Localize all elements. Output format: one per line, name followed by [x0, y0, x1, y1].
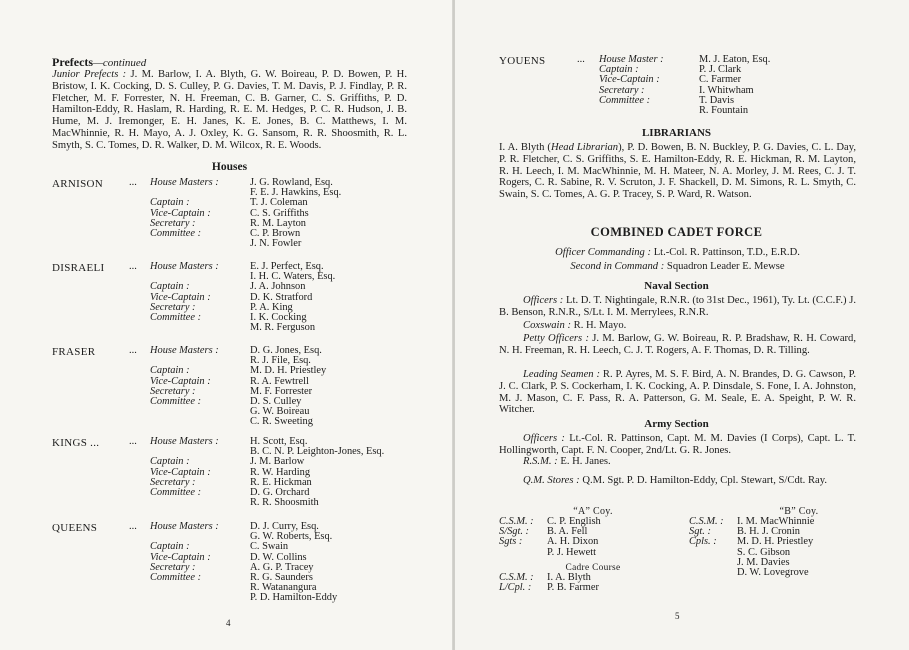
role-label: Secretary :: [150, 385, 196, 397]
leading-seamen-label: Leading Seamen :: [523, 369, 600, 380]
sic-value: Squadron Leader E. Mewse: [666, 261, 785, 272]
librarians-names: ), P. D. Bowen, B. N. Buckley, P. G. Davies, C. L. Day, P. R. Fletcher, C. S. Griffiths, S. E. Hamilton-Eddy, R. E. Hickman, R. M. Layton, R. H. Leech, I. M. MacWhinnie, M. H. Mateer, N. A. Morley, J. M. Rees, C. J. T. Rogers, C. R. Sabine, R. V. Scruton, J. F. Shackell, D. M. Simons, R. L. Smyth, C. Swain, S. C. Tomes, A. G. P. Tracey, S. P. Ward, R. Watson.: [499, 142, 856, 201]
rank-label: C.S.M. :: [499, 571, 534, 583]
prefects-continued: —continued: [93, 57, 147, 69]
coxswain: [523, 320, 880, 332]
role-label: Secretary :: [150, 301, 196, 313]
petty-officers-label: Petty Officers :: [523, 333, 589, 344]
role-label: Vice-Captain :: [150, 466, 211, 478]
member-name: R. Fountain: [699, 104, 749, 116]
house-people: [699, 55, 819, 116]
member-name: M. R. Ferguson: [250, 322, 316, 334]
rank-label: C.S.M. :: [499, 516, 534, 527]
role-label: Vice-Captain :: [150, 291, 211, 303]
member-name: B. C. N. P. Leighton-Jones, Esq.: [250, 446, 385, 458]
role-label: Committee :: [150, 486, 202, 498]
a-company-title: “A” Coy.: [573, 506, 613, 517]
rank-label: L/Cpl. :: [499, 581, 532, 593]
army-officers: [499, 433, 856, 457]
sic-label: Second in Command :: [570, 261, 665, 272]
role-label: Committee :: [150, 571, 202, 583]
role-label: House Masters :: [150, 261, 219, 272]
member-name: P. A. King: [250, 301, 293, 313]
role-label: Captain :: [150, 197, 190, 209]
house-roles: [150, 522, 250, 604]
member-name: A. G. P. Tracey: [250, 561, 314, 573]
member-name: R. A. Fewtrell: [250, 375, 309, 387]
role-label: [150, 498, 250, 508]
qm-stores-names: Q.M. Sgt. P. D. Hamilton-Eddy, Cpl. Stewart, S/Cdt. Ray.: [582, 475, 828, 486]
member-name: J. G. Rowland, Esq.: [250, 177, 333, 188]
role-label: Secretary :: [150, 476, 196, 488]
member-name: C. Farmer: [699, 74, 742, 86]
house-name: DISRAELI: [52, 262, 105, 274]
house-dots: ...: [129, 177, 137, 188]
house-people: [250, 522, 425, 604]
cadet-name: I. M. MacWhinnie: [737, 516, 815, 527]
roster-row: [499, 548, 649, 558]
army-section-title: Army Section: [644, 418, 709, 430]
house-people: [250, 346, 425, 428]
role-label: [150, 239, 250, 249]
role-label: Committee :: [150, 395, 202, 407]
member-name: D. J. Curry, Esq.: [250, 521, 319, 532]
army-officers-label: Officers :: [523, 433, 565, 444]
roster-row: [499, 583, 649, 593]
role-label: [150, 323, 250, 333]
member-name: M. J. Eaton, Esq.: [699, 54, 771, 65]
cadet-name: J. M. Davies: [737, 556, 790, 568]
cadet-name: I. A. Blyth: [547, 571, 591, 583]
cadet-name: M. D. H. Priestley: [737, 536, 814, 548]
member-name: J. A. Johnson: [250, 281, 306, 293]
member-name: C. Swain: [250, 541, 289, 553]
house-name: ARNISON: [52, 178, 103, 190]
member-name: E. J. Perfect, Esq.: [250, 261, 324, 272]
junior-prefects-names: J. M. Barlow, I. A. Blyth, G. W. Boireau, P. D. Bowen, P. H. Bristow, I. K. Cocking, D. S. Culley, P. G. Davies, T. M. Davis, P. J. Findlay, P. R. Fletcher, M. F. Forrester, N. H. Freeman, C. B. Garner, C. S. Griffiths, P. D. Hamilton-Eddy, R. Haslam, R. Harding, R. E. M. Hedges, P. C. R. Hudson, J. B. Hume, M. J. Iremonger, E. H. Janes, K. E. Jones, B. C. Matthews, I. M. MacWhinnie, R. H. Mayo, A. J. Oxley, K. G. Sansom, R. R. Shoosmith, R. L. Smyth, S. C. Tomes, D. R. Walker, D. M. Wilcox, R. E. Woods.: [52, 69, 407, 151]
petty-officers: [499, 333, 856, 357]
cadet-name: D. W. Lovegrove: [737, 566, 809, 578]
role-label: Vice-Captain :: [599, 74, 660, 86]
rsm-value: E. H. Janes.: [560, 456, 611, 467]
prefects-heading: [52, 55, 407, 70]
role-label: Vice-Captain :: [150, 551, 211, 563]
role-label: Vice-Captain :: [150, 207, 211, 219]
member-name: D. G. Orchard: [250, 486, 310, 498]
house-dots: ...: [129, 261, 137, 272]
librarians-title: LIBRARIANS: [641, 127, 712, 139]
rank-label: [689, 548, 737, 558]
naval-section-title: Naval Section: [644, 280, 709, 292]
rsm: [523, 456, 880, 468]
qm-stores-label: Q.M. Stores :: [523, 475, 580, 486]
member-name: R. J. File, Esq.: [250, 355, 311, 367]
prefects-title: Prefects: [52, 55, 94, 69]
roster-row: [689, 568, 859, 578]
houses-title: Houses: [211, 161, 248, 173]
member-name: I. H. C. Waters, Esq.: [250, 271, 336, 283]
cadet-name: S. C. Gibson: [737, 546, 791, 558]
member-name: D. W. Collins: [250, 551, 307, 563]
member-name: M. D. H. Priestley: [250, 365, 327, 377]
member-name: R. M. Layton: [250, 217, 306, 229]
role-label: Captain :: [150, 365, 190, 377]
role-label: Captain :: [150, 281, 190, 293]
member-name: I. Whitwham: [699, 84, 754, 96]
member-name: R. E. Hickman: [250, 476, 312, 488]
cadet-name: P. J. Hewett: [547, 546, 597, 558]
member-name: D. S. Culley: [250, 395, 302, 407]
member-name: I. K. Cocking: [250, 311, 307, 323]
coxswain-label: Coxswain :: [523, 320, 571, 331]
member-name: R. W. Harding: [250, 466, 311, 478]
rank-label: Sgt. :: [689, 526, 711, 538]
house-dots: ...: [577, 54, 585, 65]
petty-officers-names: J. M. Barlow, G. W. Boireau, R. P. Bradshaw, R. H. Coward, N. H. Freeman, R. H. Leech, C. J. T. Rogers, A. F. Thomas, D. R. Tilling.: [499, 333, 856, 356]
member-name: F. E. J. Hawkins, Esq.: [250, 187, 342, 199]
member-name: G. W. Roberts, Esq.: [250, 531, 333, 543]
role-label: House Masters :: [150, 521, 219, 532]
role-label: [150, 583, 250, 593]
house-name: FRASER: [52, 346, 96, 358]
rank-label: Sgts :: [499, 536, 523, 548]
rank-label: Cpls. :: [689, 536, 717, 548]
rank-label: [689, 558, 737, 568]
cadre-course-title: Cadre Course: [565, 562, 621, 573]
cadre-course-rows: [499, 573, 649, 593]
house-name: KINGS ...: [52, 437, 100, 449]
house-people: [250, 178, 425, 249]
house-roles: [150, 437, 250, 508]
role-label: Secretary :: [599, 84, 645, 96]
a-company: [499, 506, 649, 593]
cadet-name: C. P. English: [547, 516, 601, 527]
role-label: Committee :: [599, 94, 651, 106]
member-name: T. J. Coleman: [250, 197, 308, 209]
librarians-paragraph: [499, 142, 856, 201]
rank-label: S/Sgt. :: [499, 526, 530, 538]
b-company-title: “B” Coy.: [779, 506, 819, 517]
junior-prefects-label: Junior Prefects :: [52, 69, 127, 80]
role-label: [150, 407, 250, 417]
leading-seamen-names: R. P. Ayres, M. S. F. Bird, A. N. Brandes, D. G. Cawson, P. J. C. Clark, P. S. Cockerham, I. K. Cocking, A. P. Dinsdale, S. Fone, I. A. Johnston, M. J. Mason, C. F. Pass, R. A. Patterson, G. M. Seale, E. A. Speight, P. W. R. Witcher.: [499, 369, 856, 416]
member-name: R. G. Saunders: [250, 571, 313, 583]
member-name: C. S. Griffiths: [250, 207, 309, 219]
member-name: H. Scott, Esq.: [250, 436, 308, 447]
role-label: House Masters :: [150, 345, 219, 356]
house-roles: [150, 262, 250, 333]
second-in-command: [499, 261, 856, 273]
house-people: [250, 262, 425, 333]
role-label: Committee :: [150, 311, 202, 323]
role-label: House Master :: [599, 54, 664, 65]
member-name: J. N. Fowler: [250, 238, 302, 250]
member-name: D. K. Stratford: [250, 291, 313, 303]
role-label: Committee :: [150, 227, 202, 239]
qm-stores: [499, 475, 856, 487]
cadet-name: A. H. Dixon: [547, 536, 599, 548]
role-label: [599, 106, 699, 116]
officer-commanding: [499, 247, 856, 259]
page-number-right: 5: [675, 611, 680, 621]
member-name: J. M. Barlow: [250, 456, 305, 468]
house-people: [250, 437, 425, 508]
b-company-rows: [689, 517, 859, 578]
librarians-lead: I. A. Blyth (: [499, 142, 551, 153]
leading-seamen: [499, 369, 856, 416]
army-officers-names: Lt.-Col. R. Pattinson, Capt. M. M. Davies (I Corps), Capt. L. T. Hollingworth, Capt. F. N. Cooper, 2nd/Lt. G. R. Jones.: [499, 433, 856, 456]
rsm-label: R.S.M. :: [523, 456, 558, 467]
house-dots: ...: [129, 436, 137, 447]
member-name: G. W. Boireau: [250, 406, 310, 418]
coxswain-value: R. H. Mayo.: [573, 320, 627, 331]
role-label: House Masters :: [150, 436, 219, 447]
member-name: P. D. Hamilton-Eddy: [250, 592, 338, 604]
house-name: YOUENS: [499, 55, 546, 67]
role-label: Secretary :: [150, 217, 196, 229]
member-name: R. Watanangura: [250, 582, 317, 594]
ccf-title: COMBINED CADET FORCE: [590, 225, 763, 239]
b-company: [689, 506, 859, 578]
house-roles: [599, 55, 699, 116]
role-label: [150, 417, 250, 427]
member-name: R. R. Shoosmith: [250, 497, 319, 509]
house-dots: ...: [129, 345, 137, 356]
member-name: M. F. Forrester: [250, 385, 313, 397]
role-label: Vice-Captain :: [150, 375, 211, 387]
rank-label: [689, 568, 737, 578]
oc-label: Officer Commanding :: [555, 247, 652, 258]
role-label: Captain :: [150, 456, 190, 468]
naval-officers: [499, 295, 856, 319]
oc-value: Lt.-Col. R. Pattinson, T.D., E.R.D.: [653, 247, 800, 258]
page-number-left: 4: [226, 618, 231, 628]
house-roles: [150, 178, 250, 249]
rank-label: [499, 548, 547, 558]
member-name: C. R. Sweeting: [250, 416, 313, 428]
naval-officers-label: Officers :: [523, 295, 564, 306]
role-label: Captain :: [599, 64, 639, 76]
a-company-rows: [499, 517, 649, 558]
rank-label: C.S.M. :: [689, 516, 724, 527]
member-name: P. J. Clark: [699, 64, 742, 76]
member-name: T. Davis: [699, 94, 735, 106]
role-label: Captain :: [150, 541, 190, 553]
cadet-name: P. B. Farmer: [547, 581, 599, 593]
house-dots: ...: [129, 521, 137, 532]
junior-prefects-paragraph: [52, 69, 407, 152]
naval-officers-names: Lt. D. T. Nightingale, R.N.R. (to 31st Dec., 1961), Ty. Lt. (C.C.F.) J. B. Benson, R.N.R., S/Lt. I. M. Merrylees, R.N.R.: [499, 295, 857, 318]
left-page: [0, 0, 453, 650]
cadet-name: B. A. Fell: [547, 526, 588, 538]
cadet-name: B. H. J. Cronin: [737, 526, 800, 538]
role-label: [150, 593, 250, 603]
role-label: Secretary :: [150, 561, 196, 573]
house-name: QUEENS: [52, 522, 98, 534]
role-label: House Masters :: [150, 177, 219, 188]
member-name: D. G. Jones, Esq.: [250, 345, 322, 356]
head-librarian-label: Head Librarian: [550, 142, 619, 153]
member-name: C. P. Brown: [250, 227, 301, 239]
house-roles: [150, 346, 250, 428]
